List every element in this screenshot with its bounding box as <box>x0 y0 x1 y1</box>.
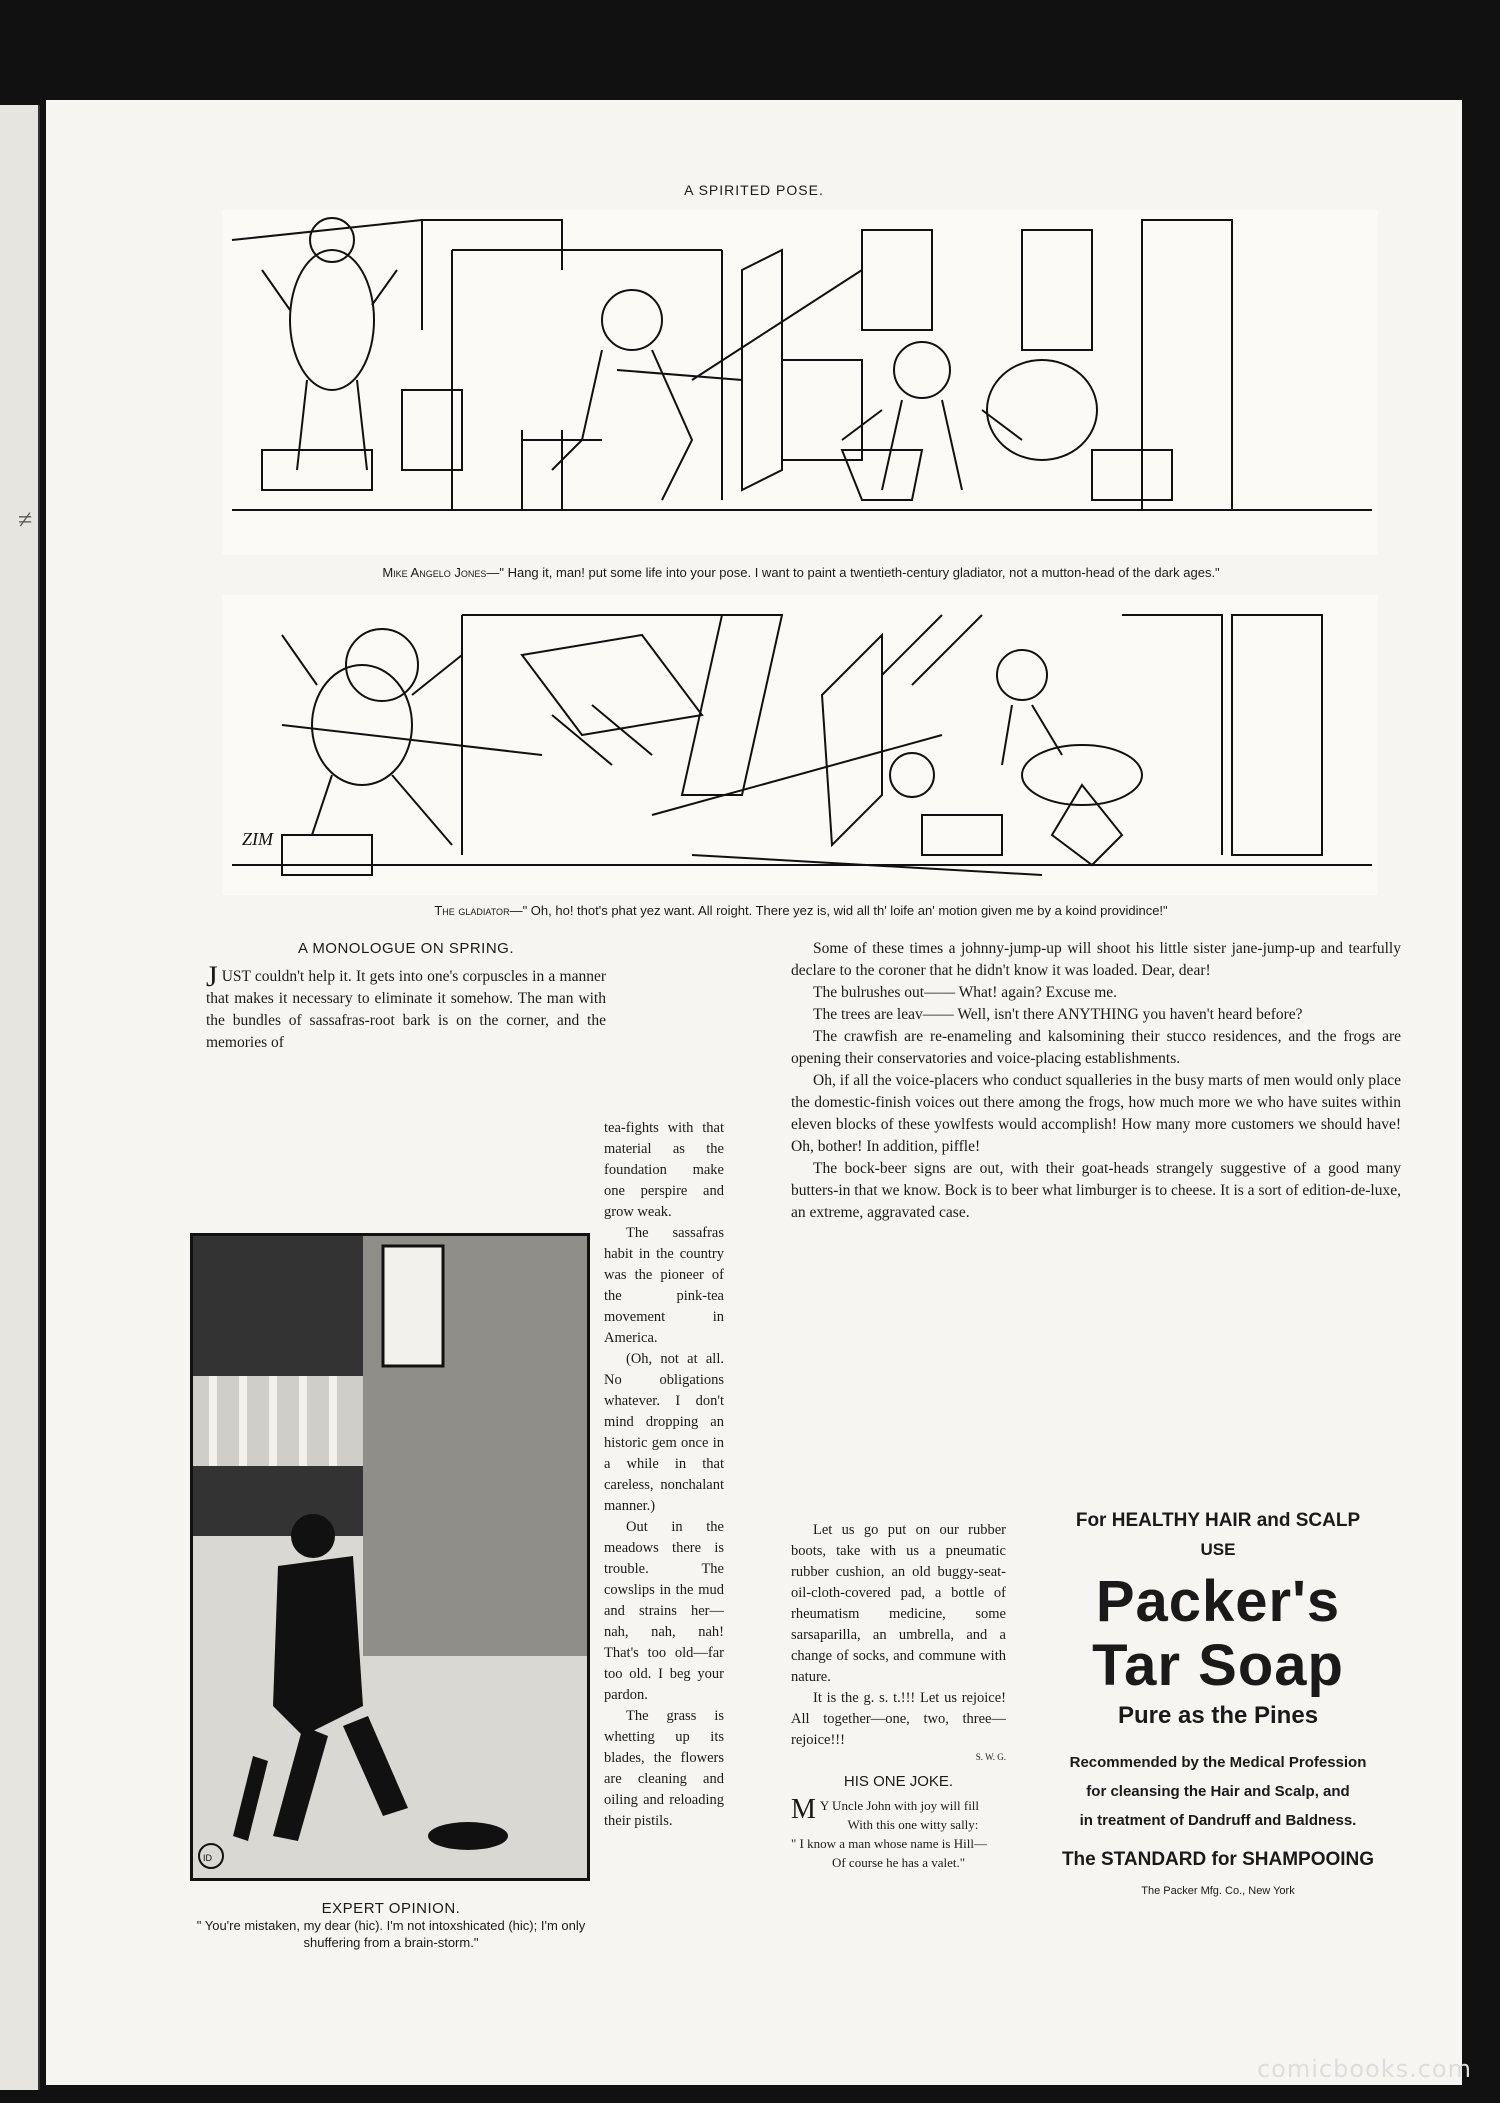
poem-dropcap: M <box>791 1794 816 1825</box>
article-intro <box>206 938 606 1054</box>
lower-para-1: Let us go put on our rubber boots, take with us a pneumatic rubber cushion, an old buggy-seat-oil-cloth-covered pad, a bottle of rheumatism medicine, some sarsaparilla, an umbrella, and a change of socks, and commune with nature. <box>791 1522 1006 1685</box>
facing-page-edge <box>0 105 40 2090</box>
narrow-para-3: (Oh, not at all. No obligations whatever. I don't mind dropping an historic gem once in a while in that careless, nonchalant manner.) <box>604 1351 724 1514</box>
artist-signature: ZIM <box>242 829 273 849</box>
panel-2-speaker: The gladiator <box>434 903 510 918</box>
illustration-caption <box>176 1900 606 1951</box>
magazine-page <box>46 100 1462 2085</box>
site-watermark: comicbooks.com <box>1256 2055 1472 2083</box>
right-para-3: The trees are leav—— Well, isn't there ANYTHING you haven't heard before? <box>813 1006 1303 1023</box>
article-title: A MONOLOGUE ON SPRING. <box>297 940 515 957</box>
ad-rec-line-2: for cleansing the Hair and Scalp, and <box>1086 1783 1350 1800</box>
ad-rec-line-3: in treatment of Dandruff and Baldness. <box>1079 1812 1357 1829</box>
poem-line-1: Y Uncle John with joy will fill <box>819 1798 980 1813</box>
poem-title: HIS ONE JOKE. <box>843 1773 954 1790</box>
right-para-5: Oh, if all the voice-placers who conduct squalleries in the busy marts of men would only place the domestic-finish voices out there among the frogs, how much more we who have suites within eleven blocks of these yowlfests would accomplish! How many more customers we should have! Oh, bother! In addition, piffle! <box>791 1072 1401 1155</box>
lower-para-2: It is the g. s. t.!!! Let us rejoice! All together—one, two, three—rejoice!!! <box>791 1690 1006 1748</box>
article-right-column <box>791 938 1401 1224</box>
poem-line-4: Of course he has a valet." <box>831 1855 966 1870</box>
page-title: A SPIRITED POSE. <box>684 182 824 198</box>
right-para-2: The bulrushes out—— What! again? Excuse me. <box>813 984 1118 1001</box>
poem <box>791 1796 1006 1872</box>
article-dropcap: J <box>206 960 218 993</box>
article-lower-column <box>791 1520 1006 1872</box>
right-para-1: Some of these times a johnny-jump-up will shoot his little sister jane-jump-up and tearfully declare to the coroner that he didn't know it was loaded. Dear, dear! <box>791 940 1401 979</box>
binding-thread: ≠ <box>18 505 33 534</box>
article-narrow-column <box>604 1118 724 1832</box>
illustration-title: EXPERT OPINION. <box>321 1900 461 1917</box>
narrow-para-5: The grass is whetting up its blades, the flowers are cleaning and oiling and reloading their pistils. <box>604 1708 724 1829</box>
illustrator-monogram: ID <box>203 1853 212 1863</box>
cartoon-panel-2 <box>222 595 1378 895</box>
ad-rec-line-1: Recommended by the Medical Profession <box>1069 1754 1367 1771</box>
narrow-para-2: The sassafras habit in the country was the pioneer of the pink-tea movement in America. <box>604 1225 724 1346</box>
article-intro-text: UST couldn't help it. It gets into one's corpuscles in a manner that makes it necessary to eliminate it somehow. The man with the bundles of sassafras-root bark is on the corner, and the memories of <box>206 968 606 1051</box>
studio-drawing-2 <box>222 595 1378 895</box>
article-signature: S. W. G. <box>975 1752 1006 1762</box>
panel-1-speaker: Mike Angelo Jones <box>382 565 487 580</box>
poem-line-3: " I know a man whose name is Hill— <box>791 1836 987 1851</box>
narrow-para-1: tea-fights with that material as the foundation make one perspire and grow weak. <box>604 1120 724 1220</box>
poem-line-2: With this one witty sally: <box>847 1817 979 1832</box>
ad-use: USE <box>1200 1540 1236 1559</box>
ad-headline: For HEALTHY HAIR and SCALP <box>1075 1510 1361 1531</box>
expert-opinion-illustration <box>190 1233 590 1881</box>
right-para-4: The crawfish are re-enameling and kalsomining their stucco residences, and the frogs are opening their conservatories and voice-placing establishments. <box>791 1028 1401 1067</box>
ad-maker: The Packer Mfg. Co., New York <box>1141 1885 1295 1897</box>
ad-slogan: Pure as the Pines <box>1117 1702 1319 1729</box>
panel-2-text: —" Oh, ho! thot's phat yez want. All roight. There yez is, wid all th' loife an' motion given me by a koind providince!" <box>509 903 1168 918</box>
packers-tar-soap-ad <box>1018 1510 1418 1897</box>
illustration-quote: " You're mistaken, my dear (hic). I'm not intoxshicated (hic); I'm only shuffering from a brain-storm." <box>196 1918 586 1950</box>
studio-drawing-1 <box>222 210 1378 555</box>
panel-1-text: —" Hang it, man! put some life into your pose. I want to paint a twentieth-century gladiator, not a mutton-head of the dark ages." <box>486 565 1220 580</box>
panel-2-caption <box>196 903 1406 918</box>
ad-brand-line-2: Tar Soap <box>1092 1633 1344 1698</box>
cartoon-panel-1 <box>222 210 1378 555</box>
drunk-man-drawing <box>193 1236 587 1878</box>
ad-recommendation <box>1018 1748 1418 1835</box>
narrow-para-4: Out in the meadows there is trouble. The cowslips in the mud and strains her—nah, nah, nah! That's too old—far too old. I beg your pardon. <box>604 1519 724 1703</box>
ad-brand-line-1: Packer's <box>1095 1569 1341 1634</box>
panel-1-caption <box>196 565 1406 580</box>
ad-standard: The STANDARD for SHAMPOOING <box>1061 1849 1375 1870</box>
right-para-6: The bock-beer signs are out, with their goat-heads strangely suggestive of a good many butters-in that we know. Bock is to beer what limburger is to cheese. It is a sort of edition-de-luxe, an extreme, aggravated case. <box>791 1160 1401 1221</box>
